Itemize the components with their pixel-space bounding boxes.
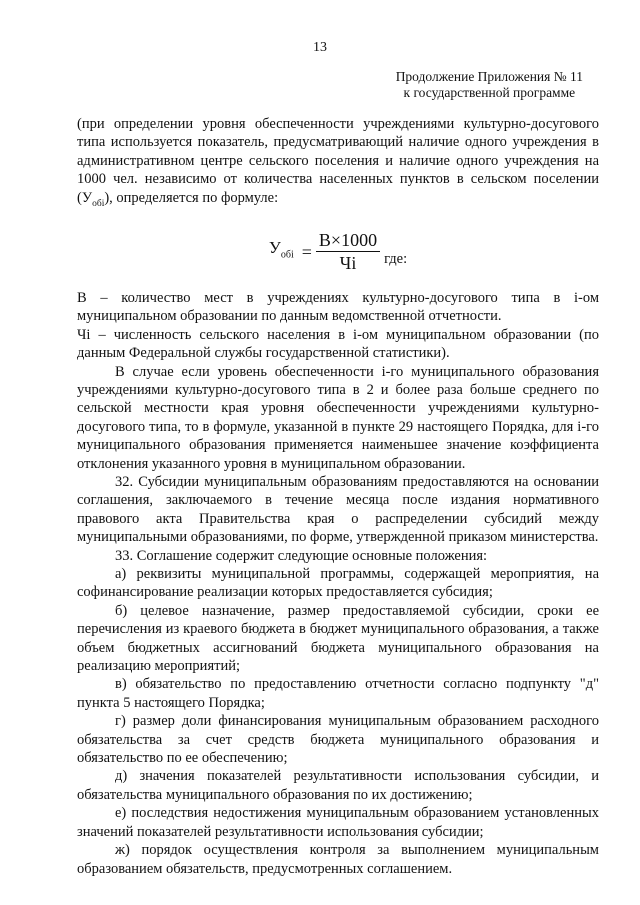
paragraph-32: 32. Субсидии муниципальным образованиям предоставляются на основании соглашения, заключаемого в течение месяца после издания нормативного правового акта Правительства края о распределении субсидий между муниципальными образованиями, по форме, утвержденной приказом министерства. <box>77 473 599 546</box>
intro-paragraph <box>77 115 599 213</box>
list-item-e: е) последствия недостижения муниципальным образованием установленных значений показателей результативности использования субсидии; <box>77 805 599 840</box>
appendix-line-2: к государственной программе <box>403 85 576 100</box>
paragraph-33: 33. Соглашение содержит следующие основные положения: <box>115 547 488 564</box>
list-item-b: б) целевое назначение, размер предоставляемой субсидии, сроки ее перечисления из краевого бюджета в бюджет муниципального образования, а также объем бюджетных ассигнований бюджета муниципального образования на реализацию мероприятий; <box>77 602 599 675</box>
formula-lhs-subscript: обі <box>280 249 294 261</box>
formula-numerator: В×1000 <box>316 231 380 252</box>
paragraph-max-coefficient: В случае если уровень обеспеченности і-го муниципального образования учреждениями культурно-досугового типа в 2 и более раза больше среднего по сельской местности края уровня обеспеченности учреждениями культурно-досугового типа, то в формуле, указанной в пункте 29 настоящего Порядка, для і-го муниципального образования применяется наименьшее значение коэффициента отклонения указанного уровня в муниципальном образовании. <box>77 363 599 472</box>
formula-equals: = <box>301 241 312 262</box>
list-item-d: д) значения показателей результативности использования субсидии, и обязательства муниципального образования по их достижению; <box>77 768 599 803</box>
intro-text: (при определении уровня обеспеченности учреждениями культурно-досугового типа используется показатель, предусматривающий наличие одного учреждения в административном центре сельского поселения и наличие одного учреждения на 1000 чел. независимо от количества населенных пунктов в сельском поселении (У <box>77 116 599 206</box>
appendix-line-1: Продолжение Приложения № 11 <box>395 69 583 84</box>
intro-tail: ), определяется по формуле: <box>104 189 279 206</box>
formula-lhs <box>269 239 294 265</box>
page-number: 13 <box>313 40 327 55</box>
list-item-g: г) размер доли финансирования муниципальным образованием расходного обязательства за счет средств бюджета муниципального образования и обязательство по ее обеспечению; <box>77 713 599 767</box>
definition-b: В – количество мест в учреждениях культурно-досугового типа в і-ом муниципальном образовании по данным ведомственной отчетности. <box>77 289 599 325</box>
definition-chi: Чі – численность сельского населения в і-ом муниципальном образовании (по данным Федеральной службы государственной статистики). <box>77 326 599 362</box>
document-body <box>77 115 599 878</box>
intro-subscript: обі <box>92 198 105 209</box>
formula-denominator: Чі <box>339 253 357 274</box>
list-item-zh: ж) порядок осуществления контроля за выполнением муниципальным образованием обязательств, предусмотренных соглашением. <box>77 842 599 877</box>
formula-lhs-symbol: У <box>268 238 281 258</box>
appendix-caption <box>396 69 583 101</box>
formula-where: где: <box>384 250 408 267</box>
list-item-v: в) обязательство по предоставлению отчетности согласно подпункту "д" пункта 5 настоящего Порядка; <box>77 676 599 711</box>
list-item-a: а) реквизиты муниципальной программы, содержащей мероприятия, на софинансирование реализации которых предоставляется субсидия; <box>77 566 599 601</box>
formula-fraction <box>316 231 380 273</box>
formula <box>77 219 599 285</box>
